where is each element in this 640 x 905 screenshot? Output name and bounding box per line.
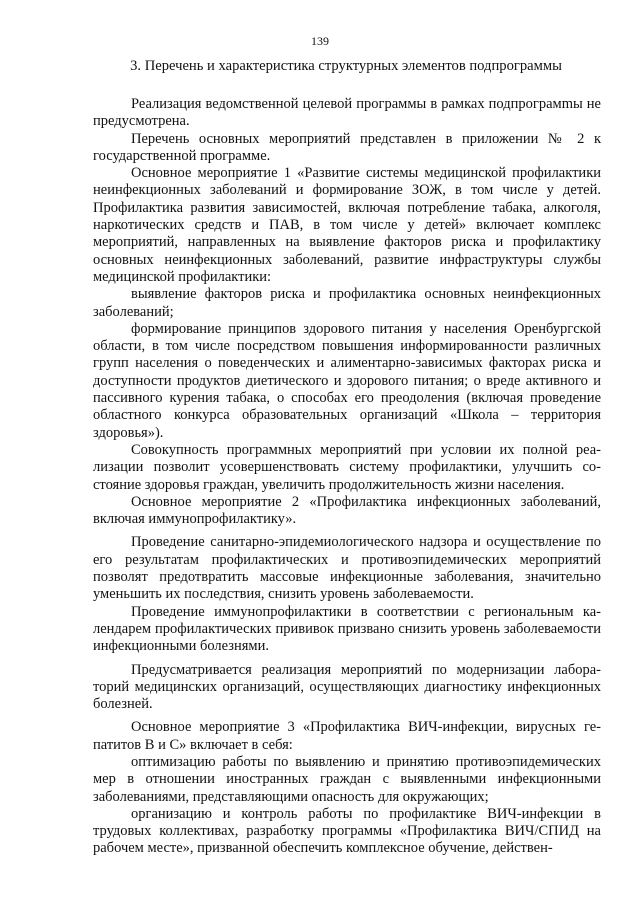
page-number: 139 (311, 34, 329, 48)
paragraph: Проведение иммунопрофилактики в соответствии с региональным календарем профилактических прививок призвано снизить уровень заболеваемости инфекционными болезнями. (93, 603, 601, 655)
paragraph: формирование принципов здорового питания у населения Оренбургской области, в том числе посредством повышения информированности различных групп населения о поведенческих и алиментарно-зависимых факторах риска и доступности продуктов диетического и здорового питания; о вреде активного и пассивного курения табака, о способах его преодоления (включая проведение областного конкурса образовательных организаций «Школа – территория здоровья»). (93, 320, 601, 441)
section-heading: 3. Перечень и характеристика структурных элементов подпрограммы (130, 58, 562, 74)
body-text (93, 96, 601, 858)
paragraph: выявление факторов риска и профилактика основных неинфекционных заболеваний; (93, 286, 601, 320)
paragraph: Реализация ведомственной целевой программы в рамках подпрограмmы не предусмотрена. (93, 96, 601, 130)
paragraph: Проведение санитарно-эпидемиологического надзора и осуществление по его результатам профилактических и противоэпидемических мероприятий позволят предотвратить массовые инфекционные заболевания, значительно уменьшить их последствия, снизить уровень заболеваемости. (93, 534, 601, 603)
paragraph: Основное мероприятие 3 «Профилактика ВИЧ-инфекции, вирусных гепатитов В и С» включает в себя: (93, 719, 601, 753)
paragraph: Основное мероприятие 1 «Развитие системы медицинской профилактики неинфекционных заболеваний и формирование ЗОЖ, в том числе у детей. Профилактика развития зависимостей, включая потребление табака, алкоголя, наркотических средств и ПАВ, в том числе у детей» включает комплекс мероприятий, направленных на выявление факторов риска и профилактику основных неинфекционных заболеваний, развитие инфраструктуры службы медицинской профилактики: (93, 165, 601, 285)
paragraph: Предусматривается реализация мероприятий по модернизации лабораторий медицинских организаций, осуществляющих диагностику инфекционных болезней. (93, 661, 601, 713)
paragraph: организацию и контроль работы по профилактике ВИЧ-инфекции в трудовых коллективах, разработку программы «Профилактика ВИЧ/СПИД на рабочем месте», призванной обеспечить комплексное обучение, действен- (93, 805, 601, 857)
paragraph: Совокупность программных мероприятий при условии их полной реализации позволит усовершенствовать систему профилактики, улучшить состояние здоровья граждан, увеличить продолжительность жизни населения. (93, 441, 601, 493)
paragraph: оптимизацию работы по выявлению и принятию противоэпидемических мер в отношении иностранных граждан с выявленными инфекционными заболеваниями, представляющими опасность для окружающих; (93, 753, 601, 805)
paragraph: Основное мероприятие 2 «Профилактика инфекционных заболеваний, включая иммунопрофилактику». (93, 493, 601, 528)
paragraph: Перечень основных мероприятий представлен в приложении № 2 к государственной программе. (93, 130, 601, 164)
